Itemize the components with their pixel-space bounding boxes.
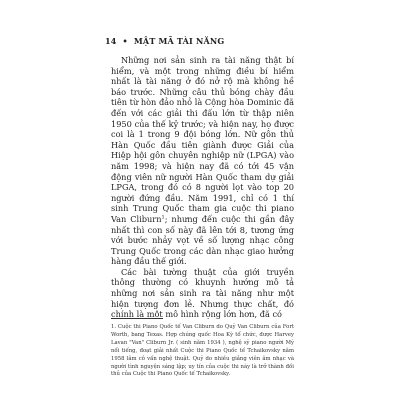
paragraph-1-text: Những nơi sản sinh ra tài năng thật bí hiểm, và một trong những điều bí hiểm nhất là tài năng ở đó nở rộ mà không hề báo trước. Những câu thủ bóng chày đầu tiên từ hòn đảo nhỏ là Cộng hòa Dominic đã đến với các giải thi đấu lớn từ thập niên 1950 của thế kỷ trước; và hiện nay, họ được coi là 1 trong 9 đội bóng lớn. Nữ gôn thủ Hàn Quốc đầu tiên giành được Giải của Hiệp hội gôn chuyên nghiệp nữ (LPGA) vào năm 1998; và hiện nay đã có tới 45 vận động viên nữ người Hàn Quốc tham dự giải LPGA, trong đó có 8 người lọt vào top 20 người đứng đầu. Năm 1991, chỉ có 1 thí sinh Trung Quốc tham gia cuộc thi piano Van Cliburn — [111, 55, 294, 224]
paragraph-1-text-continued: ; nhưng đến cuộc thi gần đây nhất thì con số này đã lên tới 8, tương ứng với bước nhảy vọt về số lượng nhạc công Trung Quốc trong các dàn nhạc giao hưởng hàng đầu thế giới. — [111, 213, 295, 267]
running-header — [105, 36, 224, 46]
footnote-divider — [111, 318, 163, 319]
page-number: 14 — [105, 36, 117, 46]
body-text — [111, 55, 294, 320]
paragraph-1 — [111, 55, 294, 267]
footnote-reference: 1 — [161, 214, 165, 221]
footnote: 1. Cuộc thi Piano Quốc tế Van Cliburn do Quỹ Van Cliburn của Fort Worth, bang Texas. Hợp chúng quốc Hoa Kỳ tổ chức, được Harvey Lavan "Van" Cliburn Jr. ( sinh năm 1934 ), nghệ sỹ piano người Mỹ nổi tiếng, đoạt giải nhất Cuộc thi Piano Quốc tế Tchaikovsky năm 1958 lâm cô vấn nghệ thuật. Quỹ do nhiều giảng viên âm nhạc và người tình nguyện sáng lập; uy tín của cuộc thi này là trở thành đối thủ của Cuộc thi Piano Quốc tế Tchaikovsky. — [111, 324, 294, 378]
book-title: MẬT MÃ TÀI NĂNG — [133, 36, 225, 46]
header-separator: • — [122, 36, 128, 46]
paragraph-2: Các bài tường thuật của giới truyền thông thường có khuynh hướng mô tả những nơi sản sinh ra tài năng như một hiện tượng đơn lẻ. Nhưng thực chất, đó chính là một mô hình rộng lớn hơn, đã có — [111, 266, 294, 320]
